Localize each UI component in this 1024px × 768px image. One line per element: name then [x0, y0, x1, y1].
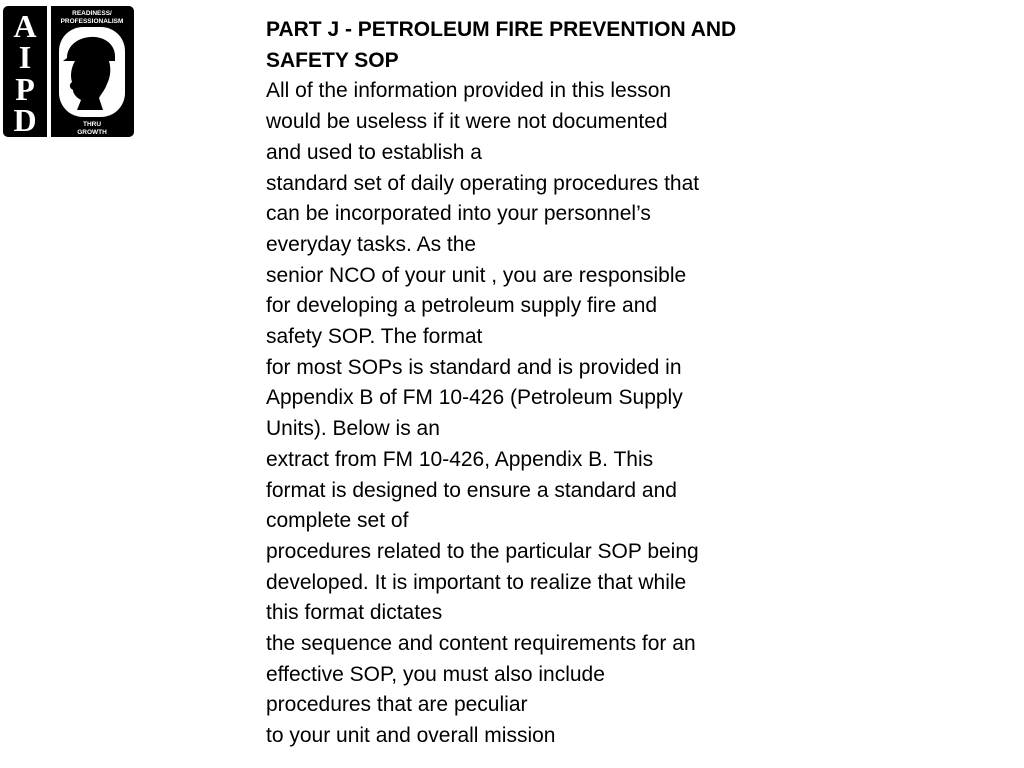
aipd-logo — [3, 6, 134, 137]
logo-letter-i: I — [18, 39, 32, 75]
text-line: Appendix B of FM 10-426 (Petroleum Supply — [266, 386, 683, 410]
text-line: extract from FM 10-426, Appendix B. This — [266, 447, 654, 471]
logo-letter-a: A — [13, 8, 37, 44]
text-line: safety SOP. The format — [266, 325, 483, 349]
text-line: procedures that are peculiar — [266, 693, 528, 717]
logo-bottom-text-1: THRU — [82, 121, 102, 128]
document-heading-line-1: PART J - PETROLEUM FIRE PREVENTION AND — [266, 18, 737, 41]
text-line: standard set of daily operating procedures that — [266, 171, 700, 195]
text-line: developed. It is important to realize that while — [266, 570, 687, 594]
aipd-logo-graphic — [3, 6, 134, 137]
logo-top-text-2: PROFESSIONALISM — [60, 18, 124, 25]
text-line: effective SOP, you must also include — [266, 662, 605, 686]
text-line: the sequence and content requirements for an — [266, 632, 696, 656]
text-line: and used to establish a — [266, 140, 482, 164]
logo-letter-d: D — [13, 102, 37, 137]
text-line: All of the information provided in this lesson — [266, 79, 672, 103]
text-line: senior NCO of your unit , you are responsible — [266, 263, 687, 287]
document-body — [266, 15, 766, 752]
text-line: for most SOPs is standard and is provided in — [266, 355, 682, 379]
text-line: this format dictates — [266, 601, 443, 625]
text-line: can be incorporated into your personnel’s — [266, 202, 651, 226]
logo-bottom-text-2: GROWTH — [77, 129, 107, 136]
text-line: complete set of — [266, 509, 409, 533]
text-line: for developing a petroleum supply fire and — [266, 294, 658, 318]
text-line: format is designed to ensure a standard and — [266, 478, 677, 502]
text-line: would be useless if it were not documented — [266, 110, 668, 134]
text-line: to your unit and overall mission — [266, 724, 556, 748]
logo-top-text-1: READINESS/ — [72, 10, 112, 17]
document-heading-line-2: SAFETY SOP — [266, 48, 399, 72]
text-line: Units). Below is an — [266, 417, 440, 441]
text-line: procedures related to the particular SOP being — [266, 539, 699, 563]
text-line: everyday tasks. As the — [266, 232, 477, 256]
logo-letter-p: P — [15, 71, 35, 107]
